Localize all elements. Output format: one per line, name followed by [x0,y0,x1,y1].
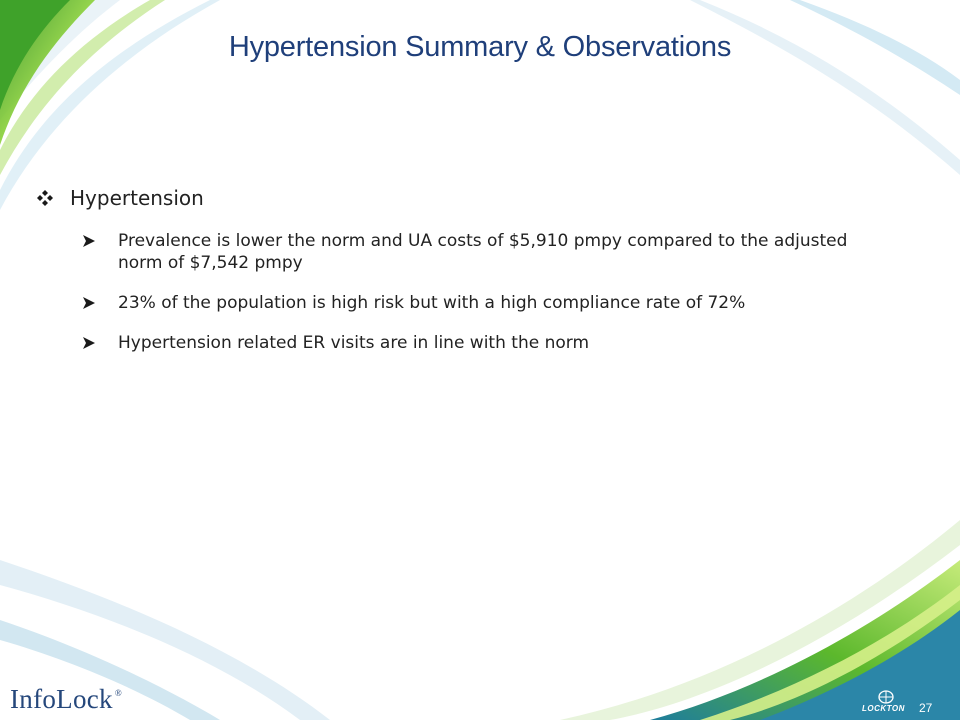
list-item [82,332,876,354]
bullet-content [36,186,876,372]
arrowhead-icon [82,234,96,248]
slide-title: Hypertension Summary & Observations [228,31,732,63]
registered-mark: ® [114,688,122,698]
bullet-text: Prevalence is lower the norm and UA costs of $5,910 pmpy compared to the adjusted norm of $7,542 pmpy [118,231,848,273]
arrowhead-icon [82,296,96,310]
four-diamond-icon [36,189,54,207]
arrowhead-icon [82,336,96,350]
page-number: 27 [919,701,933,715]
infolock-logo [10,684,122,715]
logo-text: InfoLock [10,684,113,714]
lockton-logo [860,690,920,716]
bullet-text: Hypertension related ER visits are in line with the norm [118,333,590,353]
section-heading: Hypertension [70,186,204,210]
brand-text: LOCKTON [862,704,905,713]
sub-bullet-list [82,230,876,354]
list-item [82,230,876,274]
section-heading-row [36,186,876,210]
lockton-globe-icon [878,690,894,704]
bullet-text: 23% of the population is high risk but with a high compliance rate of 72% [118,293,746,313]
list-item [82,292,876,314]
